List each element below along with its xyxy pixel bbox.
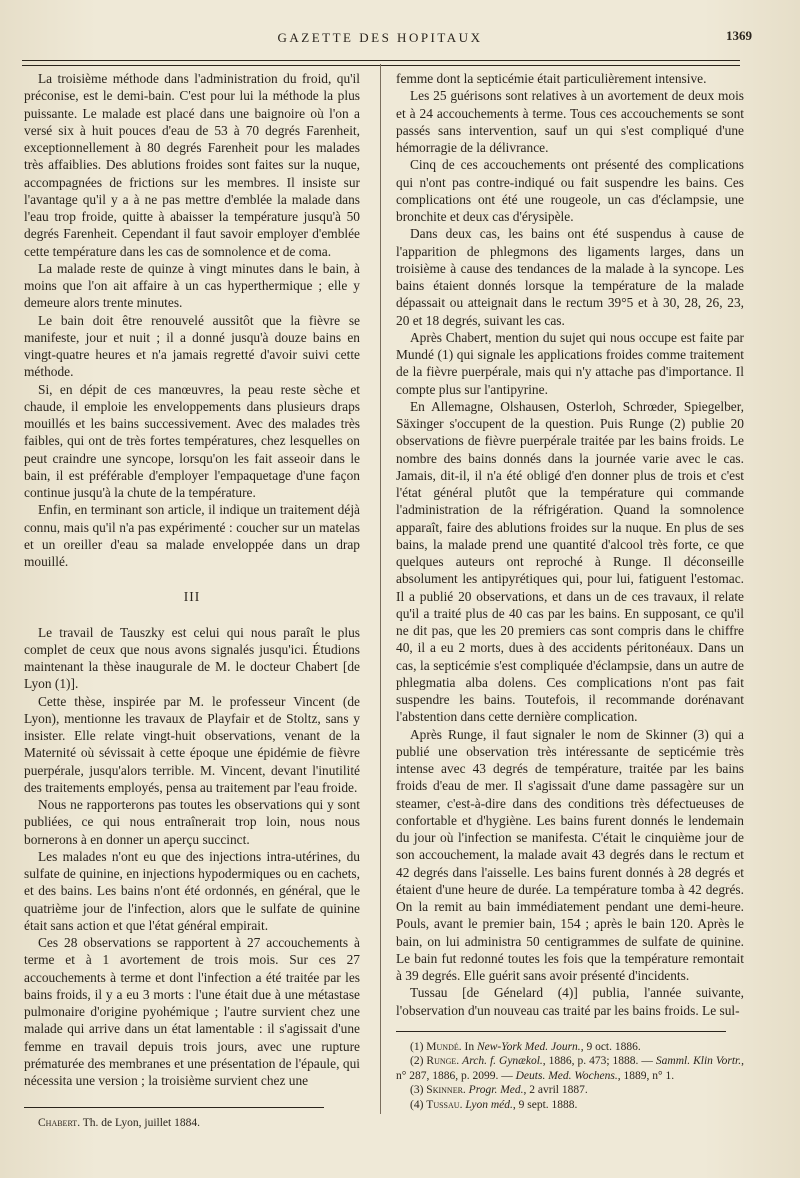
paragraph: La troisième méthode dans l'administration du froid, qu'il préconise, est le demi-bain. C'est pour lui la méthode la plus puissante. Le malade est placé dans une baignoire où l'on a versé six à huit pouces d'eau de 53 à 70 degrés Farenheit, exceptionnellement à 80 degrés Farenheit pour les malades très affaiblies. Des ablutions froides sont faites sur la nuque, accompagnées de frictions sur les membres. Il insiste sur l'avantage qu'il y a à ne pas mettre d'emblée la malade dans l'eau trop froide, quitte à abaisser la température jusqu'à 50 degrés Farenheit. Cependant il faut savoir employer d'emblée cette température dans les cas de somnolence et de coma. xyxy=(24,71,360,259)
footnote-source: Deuts. Med. Wochens. xyxy=(515,1069,618,1082)
footnote-text: , 1886, p. 473; 1888. — xyxy=(542,1055,656,1068)
footnote-text: , n° 287, 1886, p. 2099. — xyxy=(396,1055,744,1082)
paragraph: En Allemagne, Olshausen, Osterloh, Schrœder, Spiegelber, Säxinger s'occupent de la question. Puis Runge (2) publie 20 observations de fièvre puerpérale traitée par les bains froids. Le nombre des bains donnés dans la journée varie avec le cas. Jamais, dit-il, il n'a été obligé d'en donner plus de trois et c'est l'état général plutôt que la température qui commande l'administration de la réfrigération. Quand la somnolence apparaît, faire des ablutions froides sur la nuque. En plus de ses bains, la malade prend une quantité d'alcool très forte, ce que quelques auteurs ont reproché à Runge. Il déconseille absolument les antipyrétiques qui, pour lui, fatiguent l'estomac. Il a publié 20 observations, et dans un de ces travaux, il relate qu'il a traité plus de 40 cas par les bains. En supposant, ce qu'il ne dit pas, que les 20 premiers cas sont compris dans le chiffre 40, il a eu 2 morts, dues à des accidents péritonéaux. Dans un cas, la septicémie s'est compliquée d'éclampsie, dans un autre de phlegmatia alba dolens. Ces complications n'ont pas fait suspendre les bains. Toutefois, il recommande dorénavant l'abstention dans cette dernière complication. xyxy=(396,398,744,725)
footnote-number: (3) xyxy=(410,1084,427,1097)
footnote-source: Progr. Med. xyxy=(468,1084,524,1097)
paragraph: Cinq de ces accouchements ont présenté des complications qui n'ont pas contre-indiqué ou fait suspendre les bains. Ces complications ont été une rougeole, un cas d'éclampsie, une bronchite et deux cas d'érysipèle. xyxy=(396,157,744,224)
footnote-rule xyxy=(396,1031,726,1032)
left-column xyxy=(24,70,360,1131)
footnote-text: . Th. de Lyon, juillet 1884. xyxy=(77,1117,200,1130)
footnote-author: Chabert xyxy=(38,1117,78,1130)
footnote xyxy=(396,1040,744,1055)
right-column xyxy=(396,70,744,1112)
header-rule xyxy=(22,60,740,66)
footnote xyxy=(396,1054,744,1083)
footnote-text: , 9 oct. 1886. xyxy=(580,1040,641,1053)
footnote-source: Lyon méd. xyxy=(465,1098,513,1111)
paragraph: Tussau [de Génelard (4)] publia, l'année suivante, l'observation d'un nouveau cas traité par les bains froids. Le sul- xyxy=(396,985,744,1018)
paragraph: Enfin, en terminant son article, il indique un traitement déjà connu, mais qu'il n'a pas expérimenté : coucher sur un matelas et un oreiller d'eau sa malade enveloppée dans un drap mouillé. xyxy=(24,502,360,569)
paragraph: Ces 28 observations se rapportent à 27 accouchements à terme et à 1 avortement de trois mois. Sur ces 27 accouchements à terme et dont l'infection a été traitée par les bains froids, il y a eu 3 morts : l'une était due à une métastase pulmonaire d'origine pyohémique ; l'autre survient chez une malade qui arrive dans un état lamentable : il s'agissait d'une femme en travail depuis trois jours, avec une rupture prématurée des membranes et une présentation de l'épaule, qui nécessita une version ; la troisième survient chez une xyxy=(24,935,360,1088)
footnote-text: , 1889, n° 1. xyxy=(617,1069,675,1082)
paragraph: Le travail de Tauszky est celui qui nous paraît le plus complet de ceux que nous avons signalés jusqu'ici. Étudions maintenant la thèse inaugurale de M. le docteur Chabert [de Lyon (1)]. xyxy=(24,624,360,692)
footnote xyxy=(396,1098,744,1113)
paragraph: Après Runge, il faut signaler le nom de Skinner (3) qui a publié une observation très intéressante de septicémie très intense avec 43 degrés de température, traitée par les bains froids d'eau de mer. Il s'agissait d'une dame passagère sur un steamer, c'est-à-dire dans des conditions très défectueuses de confortable et d'hygiène. Les bains furent donnés le lendemain du jour où l'infection se manifesta. C'était le cinquième jour de son accouchement, la malade avait 43 degrés dans le rectum et 42 degrés dans l'aisselle. Les bains furent donnés à 28 degrés et étaient d'une heure de durée. La température tomba à 42 degrés. On la remit au bain immédiatement pendant une demi-heure. Pouls, avant le premier bain, 154 ; après le bain 120. Après le bain, on lui administra 50 centigrammes de sulfate de quinine. Le bain fut redonné toutes les fois que la température remontait à 39 degrés. Elle guérit sans avoir présenté d'incidents. xyxy=(396,726,744,983)
footnote xyxy=(24,1116,360,1131)
footnote-text: , 9 sept. 1888. xyxy=(512,1098,578,1111)
footnote-author: Skinner xyxy=(426,1084,463,1097)
footnote-text: . xyxy=(456,1055,463,1068)
footnote-text: . xyxy=(462,1084,469,1097)
footnote-source: Arch. f. Gynækol. xyxy=(462,1055,543,1068)
footnote-source: Samml. Klin Vortr. xyxy=(655,1055,742,1068)
paragraph: Si, en dépit de ces manœuvres, la peau reste sèche et chaude, il emploie les enveloppements dans plusieurs draps mouillés et les bains successivement. Avec des malades très faibles, qui ont de très fortes températures, chez lesquelles on peut craindre une syncope, lorsqu'on les fait asseoir dans le bain, il est préférable d'employer l'empaquetage d'une façon continue jusqu'à la chute de la température. xyxy=(24,381,360,500)
page-number: 1369 xyxy=(726,28,752,43)
footnote-number: (1) xyxy=(410,1040,427,1053)
paragraph: Les 25 guérisons sont relatives à un avortement de deux mois et à 24 accouchements à terme. Tous ces accouchements se sont passés sans intervention, sauf un qui s'est compliqué d'une hémorragie de la délivrance. xyxy=(396,88,744,155)
footnote-text: . xyxy=(459,1098,466,1111)
paragraph: femme dont la septicémie était particulièrement intensive. xyxy=(396,71,707,86)
page-header xyxy=(20,28,752,48)
footnote xyxy=(396,1083,744,1098)
running-head: GAZETTE DES HOPITAUX xyxy=(277,30,483,45)
footnote-rule xyxy=(24,1107,324,1108)
column-divider xyxy=(380,64,381,1114)
footnote-author: Mundé xyxy=(426,1040,459,1053)
paragraph: Dans deux cas, les bains ont été suspendus à cause de l'apparition de phlegmons des ligaments larges, dans un troisième à cause des tendances de la malade à la syncope. Les bains étaient donnés lorsque la température de la malade dépassait ou atteignait dans le rectum 39°5 et à 30, 28, 26, 23, 20 et 18 degrés, suivant les cas. xyxy=(396,226,744,328)
paragraph: Les malades n'ont eu que des injections intra-utérines, du sulfate de quinine, en injections hypodermiques ou en cachets, et des bains. Les bains n'ont été ordonnés, en général, que le quatrième jour de l'infection, alors que le sulfate de quinine était sans action et que l'état général empirait. xyxy=(24,848,360,933)
footnote-source: New-York Med. Journ. xyxy=(476,1040,581,1053)
paragraph: La malade reste de quinze à vingt minutes dans le bain, à moins que l'on ait affaire à un cas hyperthermique ; elle y demeure alors trente minutes. xyxy=(24,260,360,311)
paragraph: Après Chabert, mention du sujet qui nous occupe est faite par Mundé (1) qui signale les applications froides comme traitement de la fièvre puerpérale, mais qui n'y attache pas d'importance. Il compte plus sur l'antipyrine. xyxy=(396,329,744,397)
footnote-number: (4) xyxy=(410,1098,427,1111)
paragraph: Nous ne rapporterons pas toutes les observations qui y sont publiées, ce qui nous entraînerait trop loin, nous nous bornerons à en donner un aperçu succinct. xyxy=(24,797,360,847)
paragraph: Cette thèse, inspirée par M. le professeur Vincent (de Lyon), mentionne les travaux de Playfair et de Stoltz, sans y insister. Elle relate vingt-huit observations, venant de la Maternité où sévissait à cette époque une épidémie de fièvre puerpérale, jusqu'alors terrible. M. Vincent, devant l'inutilité des traitements employés, pensa au traitement par l'eau froide. xyxy=(24,693,360,795)
paragraph: Le bain doit être renouvelé aussitôt que la fièvre se manifeste, jour et nuit ; il a donné jusqu'à douze bains en vingt-quatre heures et n'a jamais regretté d'avoir suivi cette méthode. xyxy=(24,312,360,380)
footnote-text: . In xyxy=(458,1040,477,1053)
section-heading: III xyxy=(183,589,201,605)
footnote-text: , 2 avril 1887. xyxy=(523,1084,588,1097)
footnote-number: (2) xyxy=(410,1055,427,1068)
footnote-author: Runge xyxy=(426,1055,457,1068)
footnote-author: Tussau xyxy=(426,1098,460,1111)
